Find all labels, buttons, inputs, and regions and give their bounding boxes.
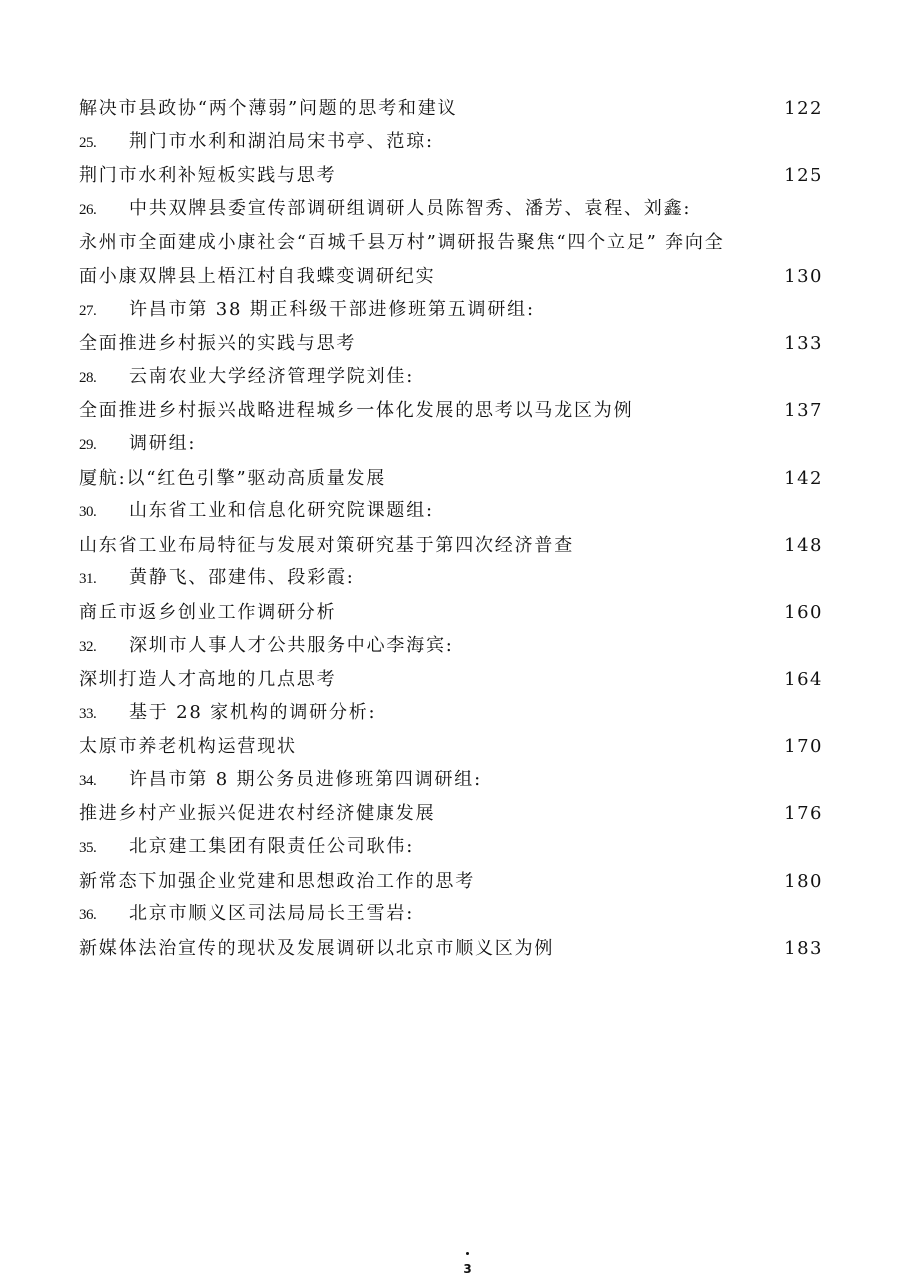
toc-page-number: 183 [784,937,823,959]
toc-title-line [79,663,823,697]
toc-author-line [79,898,823,932]
toc-author-line [79,428,823,462]
toc-author-text: 黄静飞、邵建伟、段彩霞: [129,567,355,589]
toc-title: 太原市养老机构运营现状 [79,736,297,758]
toc-entry-number: 25. [79,134,97,151]
toc-author-text: 许昌市第 8 期公务员进修班第四调研组: [129,768,482,790]
toc-author-text: 中共双牌县委宣传部调研组调研人员陈智秀、潘芳、袁程、刘鑫: [129,197,692,219]
table-of-contents [79,92,823,965]
toc-author-text: 基于 28 家机构的调研分析: [129,701,377,723]
toc-title-line [79,394,823,428]
toc-author-text: 调研组: [129,432,197,454]
toc-author-text: 许昌市第 38 期正科级干部进修班第五调研组: [129,298,535,320]
toc-title: 推进乡村产业振兴促进农村经济健康发展 [79,803,436,825]
toc-title-line [79,932,823,966]
toc-title: 深圳打造人才高地的几点思考 [79,669,337,691]
toc-author-line [79,562,823,596]
toc-author [79,830,414,866]
toc-author [79,897,414,933]
toc-author [79,293,535,329]
toc-title-line [79,159,823,193]
toc-author [79,763,482,799]
toc-author [79,696,376,732]
toc-author-line [79,697,823,731]
toc-entry-number: 32. [79,638,97,655]
toc-entry-number: 33. [79,705,97,722]
toc-entry-number: 36. [79,907,97,924]
toc-author-text: 山东省工业和信息化研究院课题组: [129,500,434,522]
toc-title: 新媒体法治宣传的现状及发展调研以北京市顺义区为例 [79,937,555,959]
toc-page-number: 142 [784,467,823,489]
toc-page-number: 164 [784,669,823,691]
toc-author [79,494,434,530]
toc-title-line [79,529,823,563]
toc-author-line [79,831,823,865]
toc-title: 全面推进乡村振兴战略进程城乡一体化发展的思考以马龙区为例 [79,400,634,422]
toc-page-number: 160 [784,601,823,623]
toc-title-line [79,797,823,831]
toc-author-text: 荆门市水利和湖泊局宋书亭、范琼: [129,130,434,152]
toc-author [79,561,355,597]
toc-title-line [79,92,823,126]
toc-page-number: 137 [784,400,823,422]
toc-author [79,427,196,463]
toc-page-number: 170 [784,736,823,758]
toc-author-text: 深圳市人事人才公共服务中心李海宾: [129,634,454,656]
toc-entry-number: 26. [79,201,97,218]
toc-entry-number: 35. [79,840,97,857]
toc-title-line [79,730,823,764]
toc-title-line [79,226,823,260]
toc-author-line [79,294,823,328]
footer-dot [466,1252,469,1255]
toc-title-line [79,462,823,496]
toc-title: 新常态下加强企业党建和思想政治工作的思考 [79,870,475,892]
toc-title: 山东省工业布局特征与发展对策研究基于第四次经济普查 [79,534,574,556]
toc-entry-number: 29. [79,436,97,453]
toc-entry-number: 30. [79,504,97,521]
toc-author [79,629,454,665]
toc-author-line [79,126,823,160]
toc-page-number: 133 [784,333,823,355]
toc-author-line [79,764,823,798]
toc-author-line [79,495,823,529]
toc-title: 全面推进乡村振兴的实践与思考 [79,333,357,355]
toc-author-line [79,361,823,395]
toc-title-line [79,260,823,294]
toc-page-number: 130 [784,265,823,287]
toc-author [79,360,414,396]
toc-title: 面小康双牌县上梧江村自我蝶变调研纪实 [79,265,436,287]
toc-page-number: 176 [784,803,823,825]
toc-author [79,192,691,228]
page-number: 3 [463,1262,472,1276]
toc-author-text: 云南农业大学经济管理学院刘佳: [129,365,415,387]
toc-title: 永州市全面建成小康社会“百城千县万村”调研报告聚焦“四个立足” 奔向全 [79,232,725,254]
toc-author-line [79,630,823,664]
toc-title: 厦航:以“红色引擎”驱动高质量发展 [79,467,387,489]
toc-page-number: 122 [784,98,823,119]
toc-title-line [79,327,823,361]
toc-entry-number: 28. [79,369,97,386]
toc-title: 荆门市水利补短板实践与思考 [79,165,337,187]
toc-page-number: 180 [784,870,823,892]
toc-author-line [79,193,823,227]
toc-title: 解决市县政协“两个薄弱”问题的思考和建议 [79,98,458,119]
toc-title-line [79,596,823,630]
toc-page-number: 125 [784,165,823,187]
toc-title: 商丘市返乡创业工作调研分析 [79,601,337,623]
toc-author-text: 北京市顺义区司法局局长王雪岩: [129,903,415,925]
toc-author [79,125,434,161]
toc-entry-number: 31. [79,571,97,588]
toc-author-text: 北京建工集团有限责任公司耿伟: [129,836,415,858]
toc-page-number: 148 [784,534,823,556]
toc-entry-number: 27. [79,302,97,319]
toc-entry-number: 34. [79,772,97,789]
toc-title-line [79,865,823,899]
